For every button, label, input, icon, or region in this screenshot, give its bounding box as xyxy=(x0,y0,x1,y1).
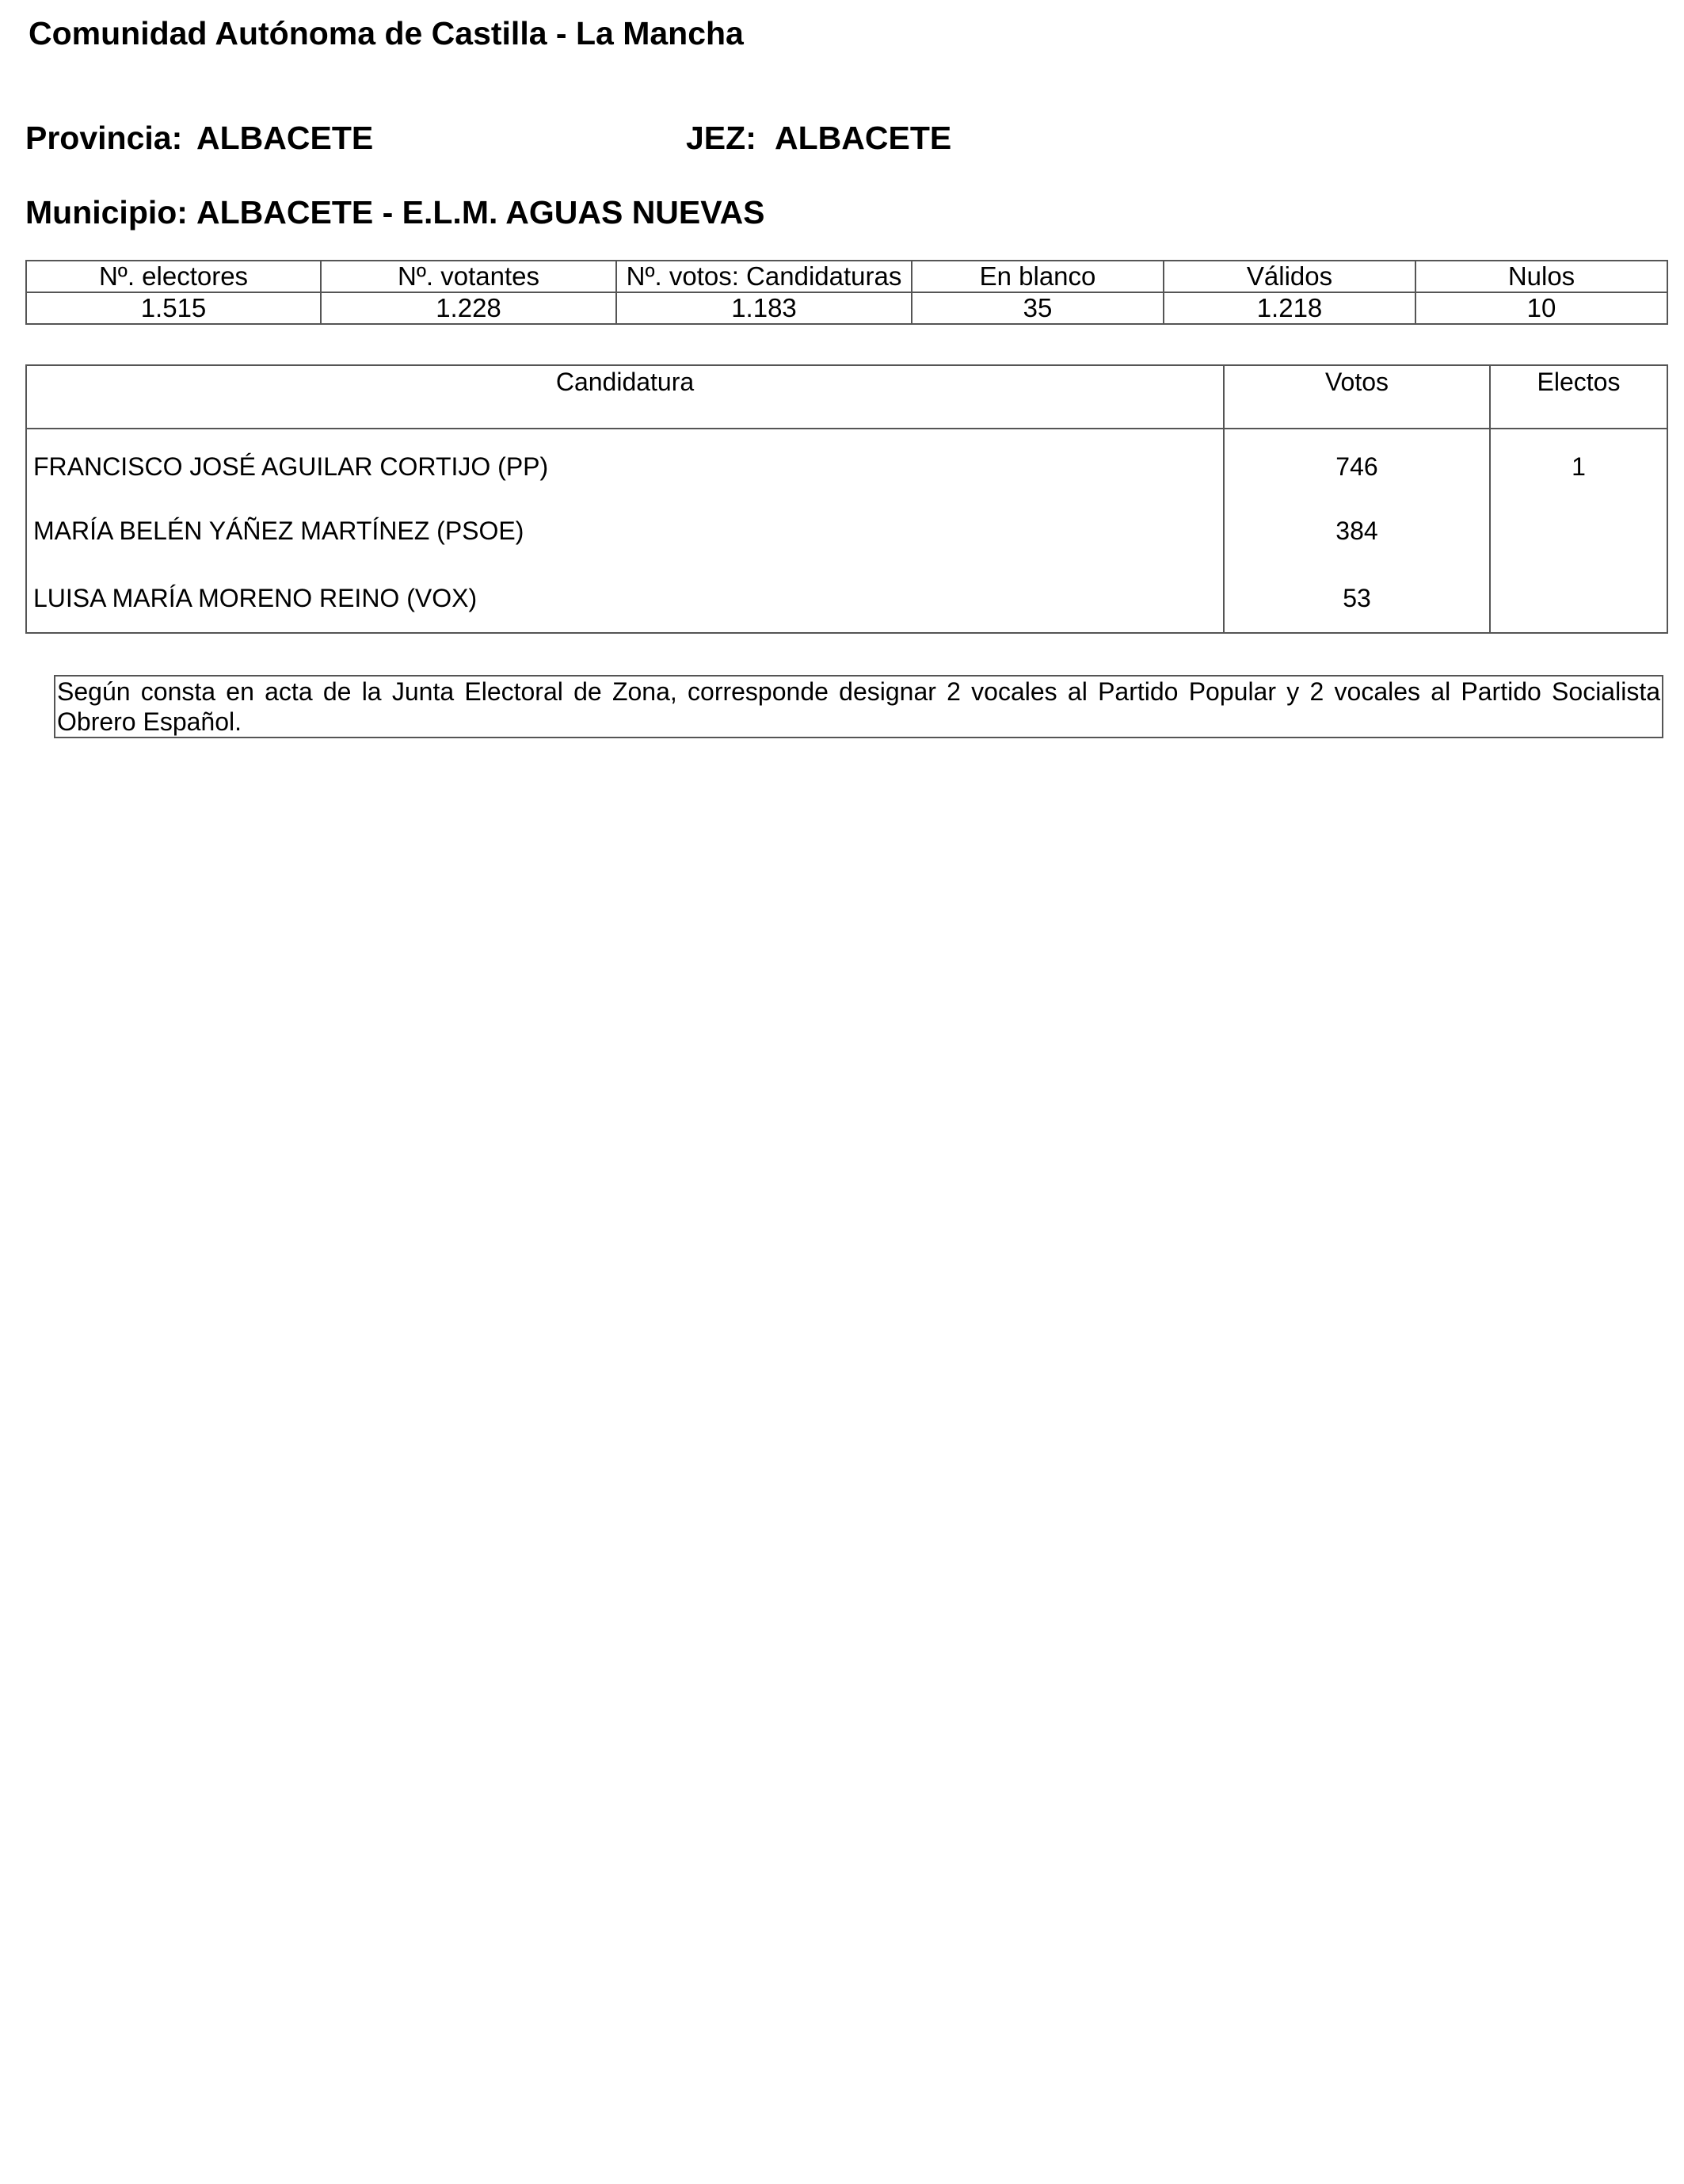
candidate-name: FRANCISCO JOSÉ AGUILAR CORTIJO (PP) xyxy=(26,429,1224,497)
summary-value-cell: 1.228 xyxy=(321,292,616,324)
candidate-elected xyxy=(1490,497,1667,564)
summary-header-cell: Nº. electores xyxy=(26,261,321,292)
candidate-elected: 1 xyxy=(1490,429,1667,497)
results-header-row xyxy=(26,365,1667,429)
summary-header-cell: Nulos xyxy=(1415,261,1667,292)
candidatura-header: Candidatura xyxy=(26,365,1224,429)
summary-header-cell: En blanco xyxy=(912,261,1164,292)
table-row xyxy=(26,497,1667,564)
summary-header-row xyxy=(26,261,1667,292)
candidate-votes: 53 xyxy=(1224,564,1490,633)
results-table xyxy=(25,364,1668,634)
candidate-name: MARÍA BELÉN YÁÑEZ MARTÍNEZ (PSOE) xyxy=(26,497,1224,564)
provincia-label: Provincia: xyxy=(25,120,183,156)
summary-header-cell: Nº. votantes xyxy=(321,261,616,292)
jez-label: JEZ: xyxy=(686,120,756,156)
summary-value-cell: 35 xyxy=(912,292,1164,324)
candidate-name: LUISA MARÍA MORENO REINO (VOX) xyxy=(26,564,1224,633)
candidate-elected xyxy=(1490,564,1667,633)
jez-value: ALBACETE xyxy=(775,120,952,156)
summary-header-cell: Nº. votos: Candidaturas xyxy=(616,261,912,292)
summary-header-cell: Válidos xyxy=(1164,261,1415,292)
provincia-value: ALBACETE xyxy=(196,120,374,156)
vocales-note: Según consta en acta de la Junta Electoral de Zona, corresponde designar 2 vocales al Partido Popular y 2 vocales al Partido Socialista Obrero Español. xyxy=(54,675,1663,738)
document-title: Comunidad Autónoma de Castilla - La Mancha xyxy=(29,15,744,51)
summary-table xyxy=(25,260,1668,325)
summary-value-cell: 1.183 xyxy=(616,292,912,324)
municipio-label: Municipio: xyxy=(25,194,188,231)
summary-value-cell: 10 xyxy=(1415,292,1667,324)
municipio-value: ALBACETE - E.L.M. AGUAS NUEVAS xyxy=(196,194,765,231)
summary-value-row xyxy=(26,292,1667,324)
votos-header: Votos xyxy=(1224,365,1490,429)
candidate-votes: 746 xyxy=(1224,429,1490,497)
electos-header: Electos xyxy=(1490,365,1667,429)
table-row xyxy=(26,564,1667,633)
summary-value-cell: 1.515 xyxy=(26,292,321,324)
candidate-votes: 384 xyxy=(1224,497,1490,564)
summary-value-cell: 1.218 xyxy=(1164,292,1415,324)
table-row xyxy=(26,429,1667,497)
